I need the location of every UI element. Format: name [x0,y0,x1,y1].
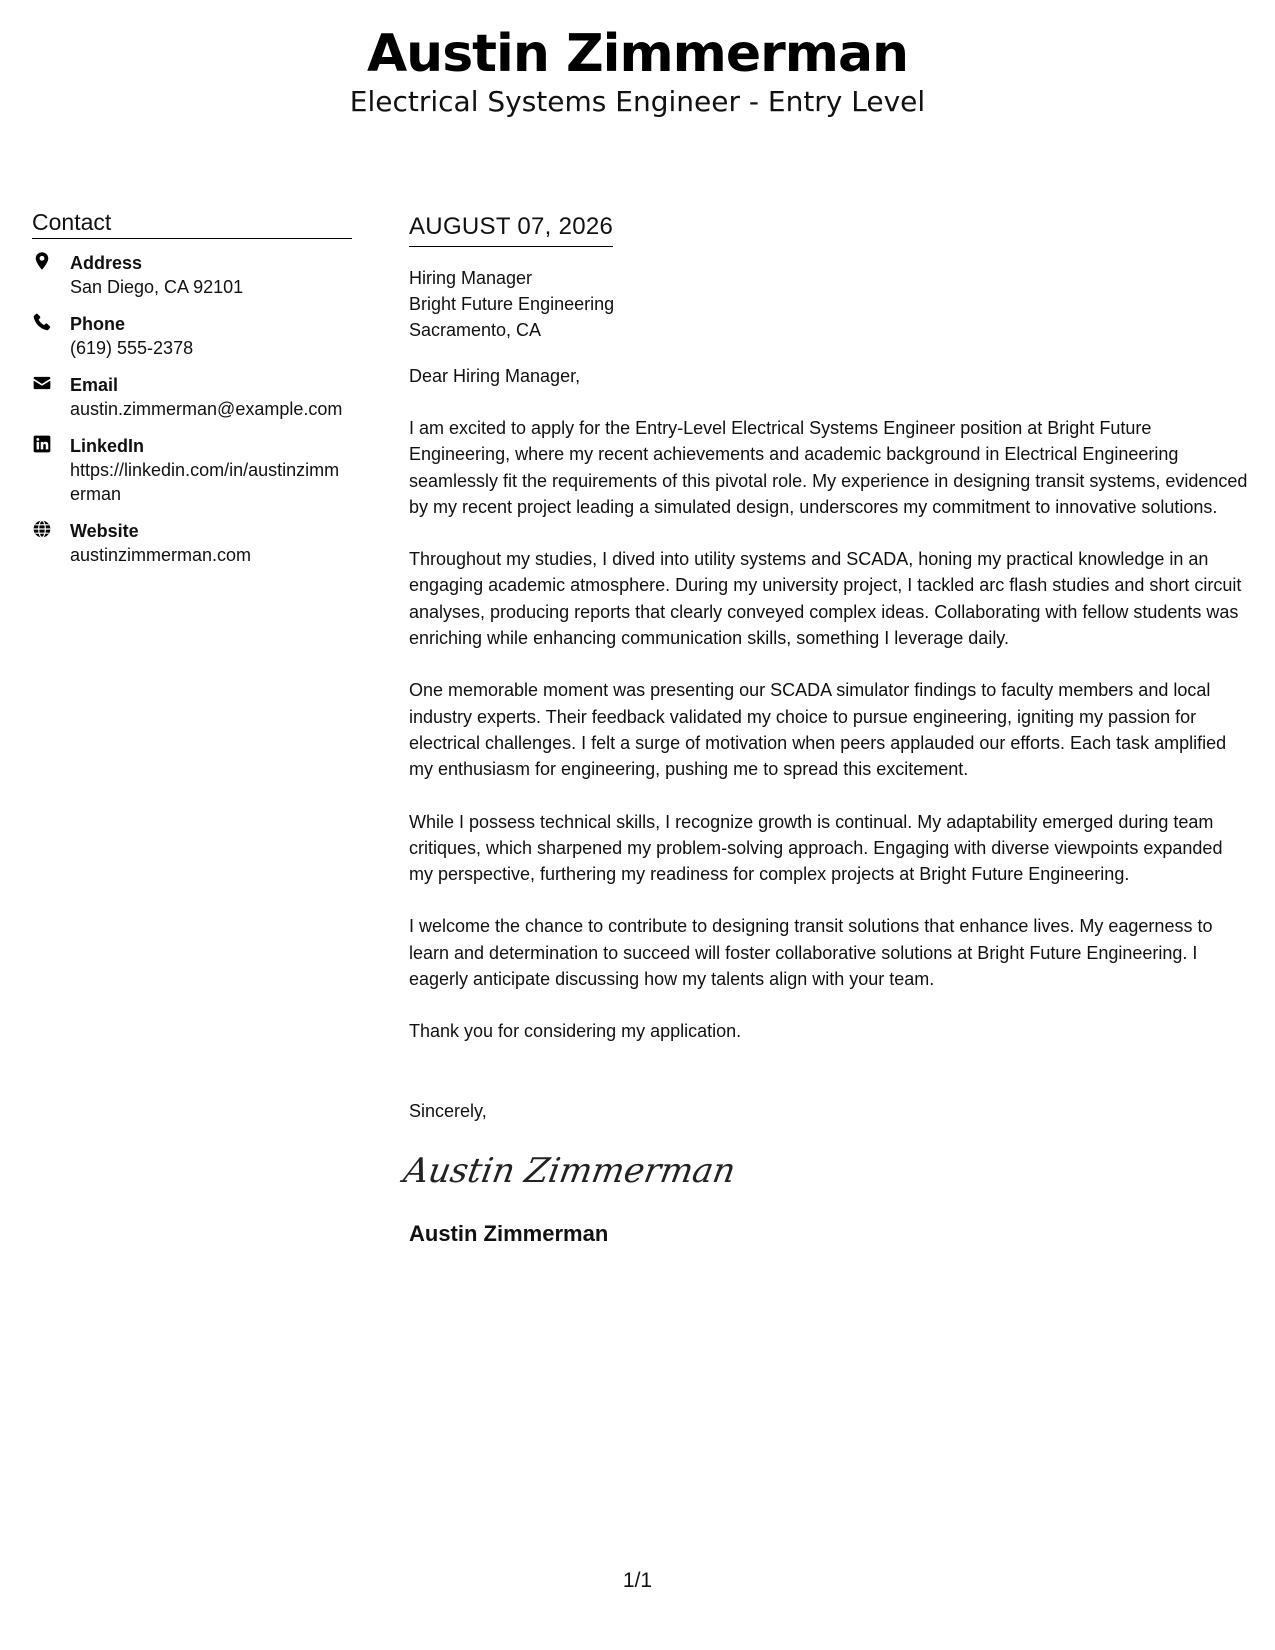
globe-icon [32,519,54,541]
paragraph-4: While I possess technical skills, I recognize growth is continual. My adaptability emerged during team critiques, which sharpened my problem-solving approach. Engaging with diverse viewpoints expanded my perspective, furthering my readiness for complex projects at Bright Future Engineering. [409,811,1223,885]
phone-icon [32,312,54,334]
linkedin-icon [32,434,54,456]
email-value: austin.zimmerman@example.com [70,399,343,419]
letter-header [0,22,1275,120]
contact-item-linkedin [32,434,352,506]
paragraph-3: One memorable moment was presenting our SCADA simulator findings to faculty members and local industry experts. Their feedback validated my choice to pursue engineering, igniting my passion for electrical challenges. I felt a surge of motivation when peers applauded our efforts. Each task amplified my enthusiasm for engineering, pushing me to spread this excitement. [409,680,1227,780]
paragraph-5: I welcome the chance to contribute to designing transit solutions that enhance lives. My eagerness to learn and determination to succeed will foster collaborative solutions at Bright Future Engineering. I eagerly anticipate discussing how my talents align with your team. [409,916,1213,990]
website-value: austinzimmerman.com [70,545,252,565]
website-label: Website [70,521,139,541]
closing-thanks: Thank you for considering my application. [409,1021,742,1042]
contact-item-address [32,251,352,299]
recipient-company: Bright Future Engineering [409,294,615,314]
recipient-block [409,265,1249,343]
contact-item-email [32,373,352,421]
recipient-title: Hiring Manager [409,268,533,288]
email-label: Email [70,375,119,395]
contact-heading: Contact [32,208,352,239]
linkedin-value: https://linkedin.com/in/austinzimmerman [70,460,340,504]
paragraph-1: I am excited to apply for the Entry-Level Electrical Systems Engineer position at Bright Future Engineering, where my recent achievements and academic background in Electrical Engineering seamlessly fit the requirements of this pivotal role. My experience in designing transit systems, evidenced by my recent project leading a simulated design, underscores my commitment to innovative solutions. [409,418,1248,517]
contact-item-phone [32,312,352,360]
recipient-location: Sacramento, CA [409,320,542,340]
letter-date: AUGUST 07, 2026 [409,213,614,240]
phone-value: (619) 555-2378 [70,338,194,358]
paragraph-2: Throughout my studies, I dived into utility systems and SCADA, honing my practical knowledge in an engaging academic atmosphere. During my university project, I tackled arc flash studies and short circuit analyses, producing reports that clearly conveyed complex ideas. Collaborating with fellow students was enriching while enhancing communication skills, something I leverage daily. [409,549,1242,649]
applicant-name: Austin Zimmerman [366,24,909,84]
job-title: Electrical Systems Engineer - Entry Level [349,85,926,118]
page-number: 1/1 [622,1569,653,1592]
address-label: Address [70,253,143,273]
signature-text: Austin Zimmerman [400,1151,739,1192]
signoff: Sincerely, [409,1101,487,1122]
envelope-icon [32,373,54,395]
contact-sidebar [32,208,352,580]
address-value: San Diego, CA 92101 [70,277,244,297]
signed-name: Austin Zimmerman [409,1221,609,1247]
map-pin-icon [32,251,54,273]
date-block [409,212,613,247]
contact-item-website [32,519,352,567]
signature-image [400,1144,739,1194]
letter-body [400,212,1249,1248]
salutation: Dear Hiring Manager, [409,366,581,386]
linkedin-label: LinkedIn [70,436,145,456]
phone-label: Phone [70,314,126,334]
